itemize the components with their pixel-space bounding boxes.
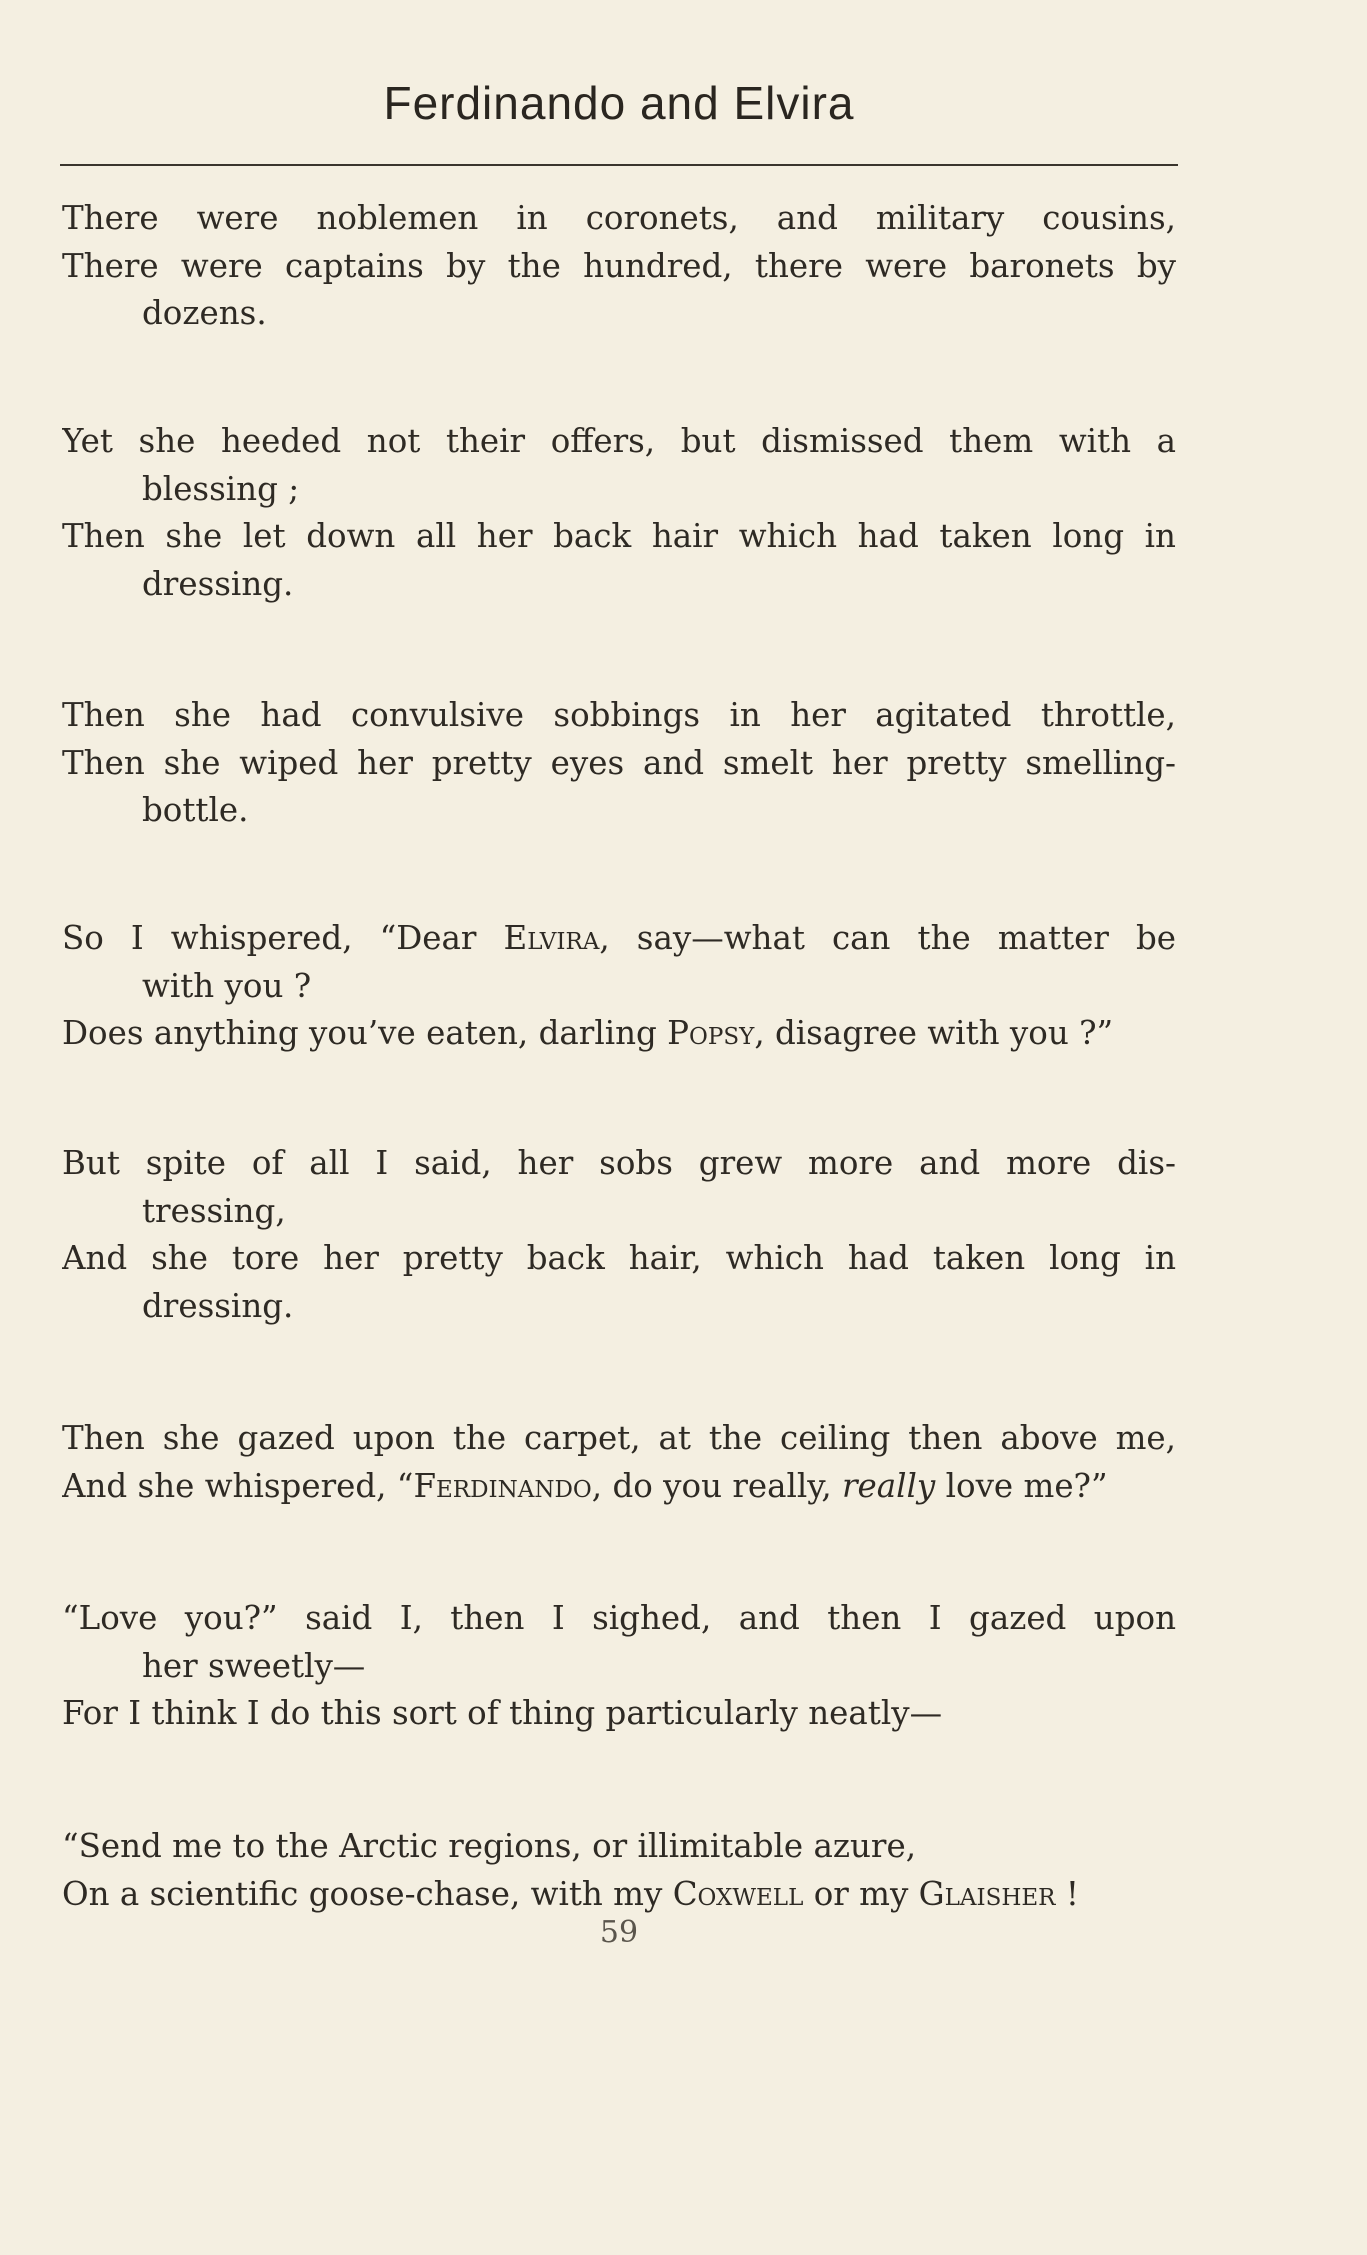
verse-line: her sweetly—: [142, 1646, 366, 1685]
verse-line: Then she had convulsive sobbings in her agitated throttle,: [62, 696, 1176, 734]
verse-line: On a scientific goose-chase, with my Coxwell or my Glaisher !: [62, 1874, 1079, 1913]
verse-line: “Love you?” said I, then I sighed, and then I gazed upon: [62, 1599, 1176, 1637]
page-number: 59: [599, 1915, 639, 1950]
verse-line: blessing ;: [142, 469, 300, 508]
verse-line: Then she gazed upon the carpet, at the ceiling then above me,: [62, 1419, 1176, 1457]
stanza-2: [62, 418, 1176, 608]
verse-line: There were noblemen in coronets, and military cousins,: [62, 199, 1176, 237]
name-glaisher: Glaisher: [918, 1874, 1056, 1913]
verse-line: And she tore her pretty back hair, which had taken long in: [62, 1239, 1176, 1277]
verse-line: dozens.: [142, 294, 267, 332]
stanza-7: [62, 1595, 1176, 1738]
verse-line: So I whispered, “Dear Elvira, say—what can the matter be: [62, 919, 1176, 957]
verse-line: And she whispered, “Ferdinando, do you really, really love me?”: [62, 1466, 1108, 1505]
verse-line: Then she wiped her pretty eyes and smelt her pretty smelling-: [62, 743, 1176, 782]
verse-line: Does anything you’ve eaten, darling Popsy, disagree with you ?”: [62, 1014, 1114, 1052]
verse-line: “Send me to the Arctic regions, or illimitable azure,: [62, 1827, 917, 1865]
stanza-4: [62, 915, 1176, 1058]
verse-line: dressing.: [142, 1286, 294, 1325]
verse-line: For I think I do this sort of thing particularly neatly—: [62, 1694, 943, 1732]
stanza-1: [62, 195, 1176, 338]
running-head: Ferdinando and Elvira: [383, 77, 855, 129]
verse-line: tressing,: [142, 1191, 286, 1230]
verse-line: Then she let down all her back hair which had taken long in: [62, 517, 1176, 555]
name-ferdinando: Ferdinando: [413, 1466, 592, 1505]
name-elvira: Elvira: [503, 919, 600, 957]
verse-line: But spite of all I said, her sobs grew more and more dis-: [62, 1144, 1176, 1182]
name-coxwell: Coxwell: [672, 1874, 804, 1913]
stanza-8: [62, 1823, 1176, 1918]
verse-line: Yet she heeded not their offers, but dismissed them with a: [62, 422, 1176, 460]
verse-line: bottle.: [142, 791, 249, 829]
verse-line: with you ?: [142, 966, 312, 1005]
stanza-3: [62, 692, 1176, 835]
emphasis-really: really: [841, 1466, 936, 1505]
stanza-5: [62, 1140, 1176, 1330]
header-rule: [60, 164, 1178, 166]
verse-line: dressing.: [142, 564, 294, 603]
verse-line: There were captains by the hundred, there were baronets by: [62, 246, 1176, 285]
stanza-6: [62, 1415, 1176, 1510]
name-popsy: Popsy: [667, 1014, 755, 1052]
